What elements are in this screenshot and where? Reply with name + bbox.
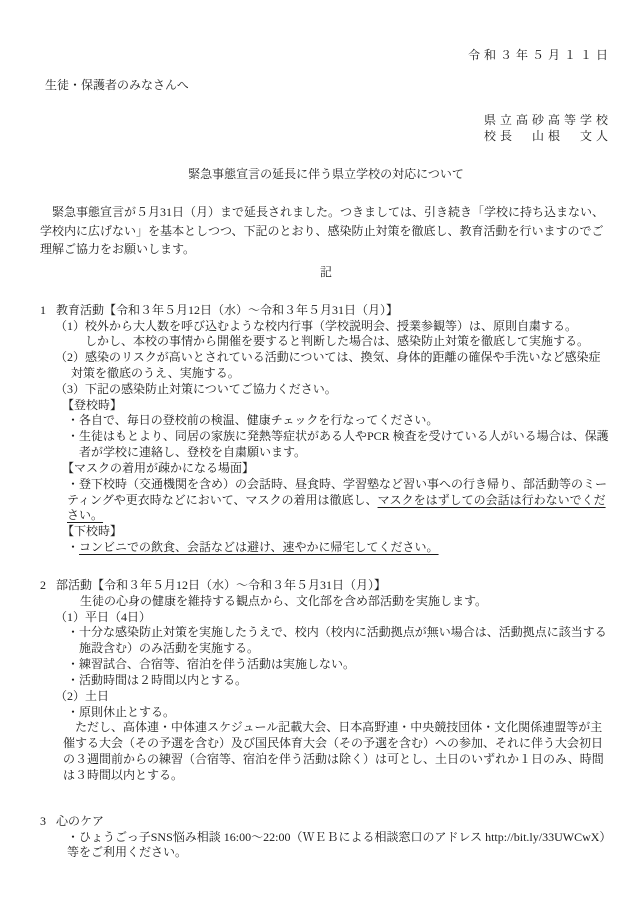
subgroup-heading-mask: 【マスクの着用が疎かになる場面】 <box>62 460 255 475</box>
section-club-activities <box>40 578 612 784</box>
numbered-item <box>55 689 612 705</box>
sender-block <box>40 112 612 146</box>
section-heading-text: 教育活動【令和３年５月12日（水）～令和３年５月31日（月）】 <box>56 302 399 317</box>
section-mental-care <box>40 814 612 861</box>
section-heading <box>40 578 612 594</box>
item-label: （2） <box>55 688 86 703</box>
subgroup-heading-departure: 【下校時】 <box>62 524 123 539</box>
bullet-line: ・練習試合、合宿等、宿泊を伴う活動は実施しない。 <box>67 657 356 672</box>
bullet-line: ・ひょうごっ子SNS悩み相談 16:00～22:00（ＷＥＢによる相談窓口のアドレス http://bit.ly/33UWCwX）等をご利用ください。 <box>67 829 612 860</box>
section-heading <box>40 303 612 319</box>
numbered-item <box>55 350 612 382</box>
section-number: 2 <box>40 577 46 592</box>
numbered-item <box>55 319 612 335</box>
item-text: 校外から大人数を呼び込むような校内行事（学校説明会、授業参観等）は、原則自粛する。 <box>85 318 578 333</box>
bullet-marker: ・ <box>67 540 80 555</box>
bullet-line: ・各自で、毎日の登校前の検温、健康チェックを行なってください。 <box>67 413 439 428</box>
bullet-line <box>67 540 612 556</box>
section-heading <box>40 814 612 830</box>
bullet-line: ・十分な感染防止対策を実施したうえで、校内（校内に活動拠点が無い場合は、活動拠点に該当する施設含む）のみ活動を実施する。 <box>67 625 607 656</box>
section-number: 3 <box>40 813 46 828</box>
item-continuation: しかし、本校の事情から開催を要すると判断した場合は、感染防止対策を徹底して実施する。 <box>85 334 590 349</box>
document-title: 緊急事態宣言の延長に伴う県立学校の対応について <box>188 167 464 182</box>
underlined-text: コンビニでの飲食、会話などは避け、速やかに帰宅してください。 <box>79 540 439 555</box>
section-education-activities <box>40 303 612 556</box>
document-date: 令和３年５月１１日 <box>467 48 612 62</box>
bullet-text: ・登下校時（交通機関を含め）の会話時、昼食時、学習塾など習い事への行き帰り、部活動等のミーティングや更衣時などにおいて、マスクの着用は徹底し、 <box>67 476 608 507</box>
section-lead: 生徒の心身の健康を維持する観点から、文化部を含め部活動を実施します。 <box>80 593 488 608</box>
bullet-line: ・生徒はもとより、同居の家族に発熱等症状がある人やPCR 検査を受けている人がいる場合は、保護者が学校に連絡し、登校を自粛願います。 <box>67 429 609 460</box>
item-label: （3） <box>55 381 86 396</box>
sender-principal: 校長 山根 文人 <box>483 129 612 144</box>
bullet-line <box>67 477 612 524</box>
section-heading-text: 部活動【令和３年５月12日（水）～令和３年５月31日（月）】 <box>56 577 387 592</box>
item-text: 平日（4日） <box>85 609 152 624</box>
section-heading-text: 心のケア <box>56 813 105 828</box>
item-text: 感染のリスクが高いとされている活動については、換気、身体的距離の確保や手洗いなど感染症対策を徹底のうえ、実施する。 <box>71 350 601 380</box>
item-label: （1） <box>55 318 86 333</box>
record-mark: 記 <box>319 264 332 279</box>
item-label: （1） <box>55 609 86 624</box>
numbered-item <box>55 610 612 626</box>
subgroup-heading-arrival: 【登校時】 <box>62 397 123 412</box>
bullet-line: ・原則休止とする。 <box>67 704 176 719</box>
numbered-item <box>55 382 612 398</box>
underlined-text: マスクをはずしての会話は行わないでください。 <box>67 492 606 523</box>
item-text: 下記の感染防止対策についてご協力ください。 <box>85 381 337 396</box>
addressee-line: 生徒・保護者のみなさんへ <box>45 77 189 92</box>
section-number: 1 <box>40 302 46 317</box>
intro-paragraph: 緊急事態宣言が５月31日（月）まで延長されました。つきましては、引き続き「学校に持ち込まない、学校内に広げない」を基本としつつ、下記のとおり、感染防止対策を徹底し、教育活動を行いますのでご理解ご協力をお願いします。 <box>40 205 605 257</box>
exception-note: ただし、高体連・中体連スケジュール記載大会、日本高野連・中央競技団体・文化関係連盟等が主催する大会（その予選を含む）及び国民体育大会（その予選を含む）への参加、それに伴う大会初日の３週間前からの練習（合宿等、宿泊を伴う活動は除く）は可とし、土日のいずれか１日のみ、時間は３時間以内とする。 <box>63 720 604 782</box>
bullet-line: ・活動時間は２時間以内とする。 <box>67 672 248 687</box>
item-text: 土日 <box>85 688 110 703</box>
item-label: （2） <box>55 350 86 365</box>
sender-school: 県立高砂高等学校 <box>483 112 612 127</box>
